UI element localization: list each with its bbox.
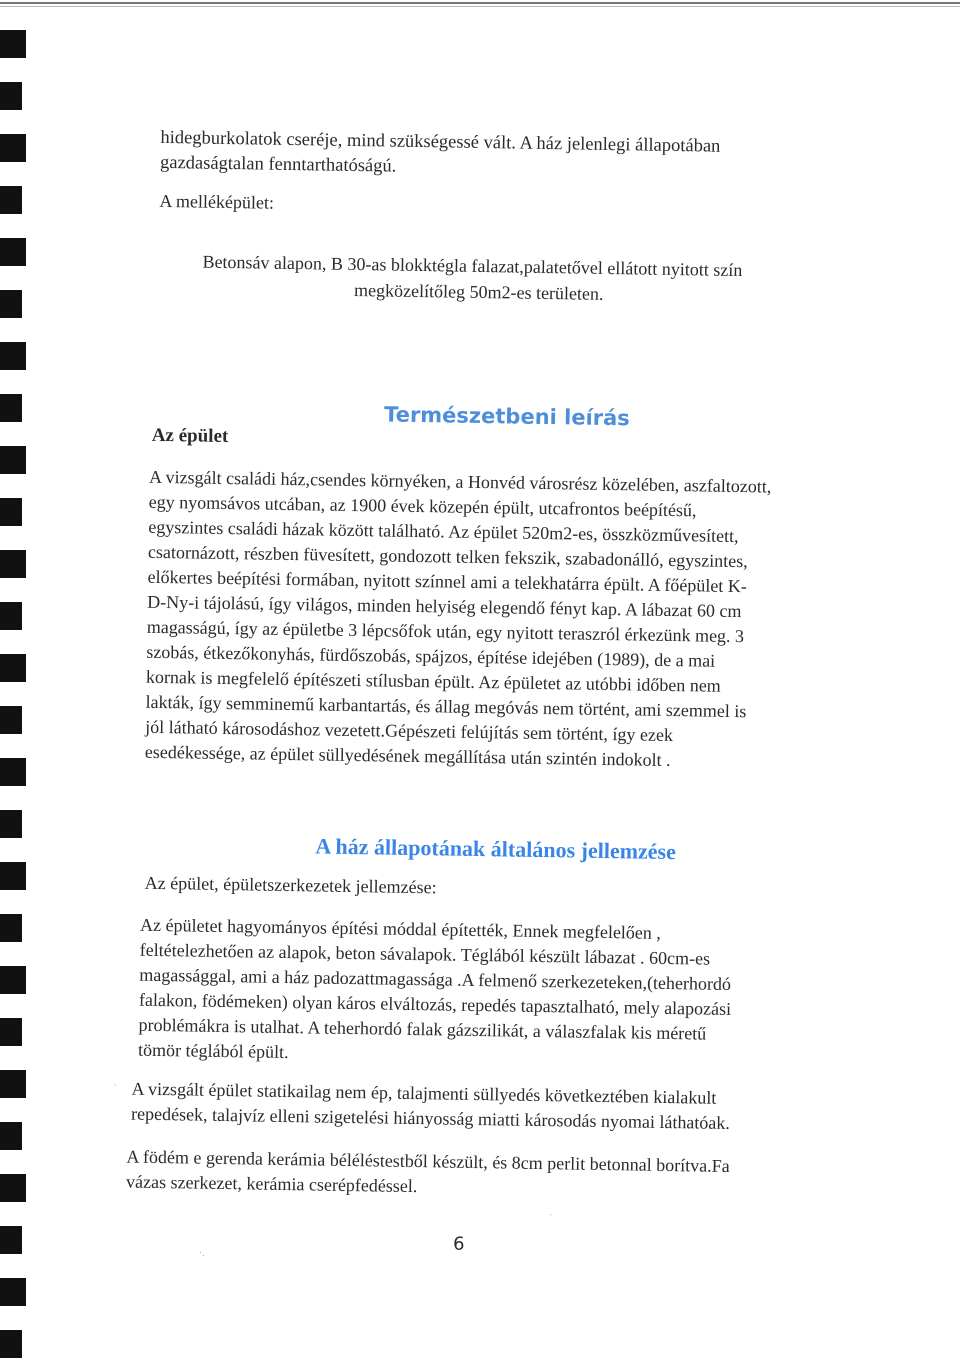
intro-paragraph: [160, 126, 721, 185]
section2-line: problémákra is utalhat. A teherhordó falak gázszilikát, a válaszfalak kis méretű: [138, 1014, 707, 1044]
section2-line: vázas szerkezet, kerámia cserépfedéssel.: [125, 1171, 418, 1197]
section1-line: lakták, így semminemű karbantartás, és állag megóvás nem történt, ami szemmel is: [145, 691, 747, 722]
section2-line: A födém e gerenda kerámia béléléstestből készült, és 8cm perlit betonnal borítva.Fa: [126, 1146, 730, 1176]
section2-line: falakon, födémeken) olyan káros elváltozás, repedés tapasztalható, mely alapozási: [138, 989, 732, 1019]
section2-paragraph3: [126, 1145, 730, 1204]
section1-line: egyszintes családi házak között található. Az épület 520m2-es, összközművesített,: [148, 516, 739, 547]
scan-speck: ·.: [198, 1247, 205, 1259]
scan-speck: .: [549, 1207, 553, 1219]
section1-line: csatornázott, részben füvesített, gondozott telken fekszik, szabadonálló, egyszintes,: [147, 541, 748, 572]
intro-line: gazdaságtalan fenntarthatóságú.: [159, 152, 397, 177]
section2-title: A ház állapotának általános jellemzése: [315, 833, 677, 865]
scan-speck: ·: [113, 1080, 118, 1092]
section2-paragraph1: [138, 913, 733, 1072]
section1-line: magasságú, így az épületbe 3 lépcsőfok után, egy nyitott teraszról érkezünk meg. 3: [146, 616, 745, 647]
intro-line: hidegburkolatok cseréje, mind szükségessé vált. A ház jelenlegi állapotában: [160, 127, 721, 157]
section1-line: egy nyomsávos utcában, az 1900 évek közepén épült, utcafrontos beépítésű,: [148, 491, 697, 521]
section2-line: tömör téglából épült.: [137, 1039, 289, 1063]
section2-line: A vizsgált épület statikailag nem ép, talajmenti süllyedés következtében kialakult: [131, 1078, 717, 1108]
section1-line: jól látható károsodáshoz vezetett.Gépészeti felújítás sem történt, így ezek: [145, 716, 674, 746]
section2-line: feltételezhetően az alapok, beton sávalapok. Téglából készült lábazat . 60cm-es: [139, 939, 711, 969]
section1-title: Természetbeni leírás: [383, 402, 630, 431]
mellek-label: A melléképület:: [159, 190, 275, 213]
mellek-desc-line1: Betonsáv alapon, B 30-as blokktégla falazat,palatetővel ellátott nyitott szín: [202, 251, 743, 281]
section2-line: magassággal, ami a ház padozattmagassága .A felmenő szerkezeteken,(teherhordó: [139, 964, 732, 994]
section1-line: esedékessége, az épület süllyedésének megállítása után szintén indokolt .: [144, 741, 671, 771]
section1-line: D-Ny-i tájolású, így világos, minden helyiség elegendő fényt kap. A lábazat 60 cm: [147, 591, 742, 622]
section2-paragraph2: [131, 1077, 731, 1136]
section2-line: Az épületet hagyományos építési móddal építették, Ennek megfelelően ,: [139, 914, 662, 943]
section1-paragraph: [145, 465, 772, 775]
mellek-desc-line2: megközelítőleg 50m2-es területen.: [353, 279, 604, 304]
section1-line: szobás, étkezőkonyhás, fürdőszobás, spájzos, építése idejében (1989), de a mai: [146, 641, 716, 671]
section2-label: Az épület, épületszerkezetek jellemzése:: [144, 872, 437, 898]
page-number: 6: [452, 1233, 465, 1255]
section1-line: A vizsgált családi ház,csendes környéken, a Honvéd városrész közelében, aszfaltozott,: [148, 466, 772, 497]
section1-line: előkertes beépítési formában, nyitott színnel ami a telekhatárra épült. A főépület K-: [147, 566, 747, 597]
section1-line: kornak is megfelelő építészeti stílusban épült. Az épületet az utóbbi időben nem: [145, 666, 721, 696]
section1-label: Az épület: [151, 424, 229, 448]
section2-line: repedések, talajvíz elleni szigetelési hiányosság miatti károsodás nyomai láthatóak.: [130, 1103, 731, 1133]
